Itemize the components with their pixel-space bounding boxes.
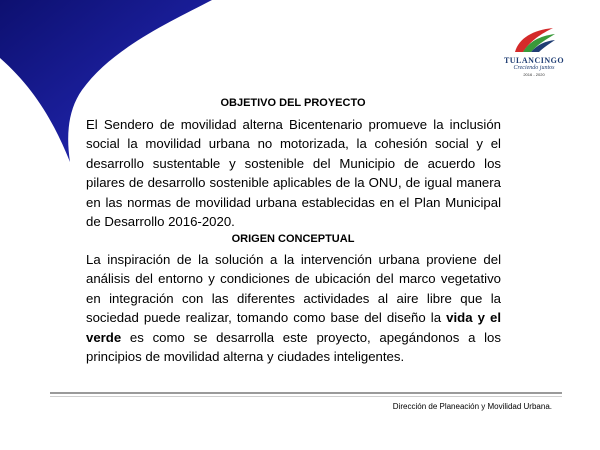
footer-divider-secondary [50, 396, 562, 397]
objective-paragraph: El Sendero de movilidad alterna Bicentenario promueve la inclusión social la movilidad urbana no motorizada, la cohesión social y el desarrollo sustentable y sostenible del Municipio de acuerdo los pilares de desarrollo sostenible aplicables de la ONU, de igual manera en las normas de movilidad urbana establecidas en el Plan Municipal de Desarrollo 2016-2020. [86, 117, 501, 230]
origin-text-end: es como se desarrolla este proyecto, apegándonos a los principios de movilidad alterna y ciudades inteligentes. [86, 329, 501, 365]
logo-name: TULANCINGO [503, 56, 565, 65]
objective-heading: OBJETIVO DEL PROYECTO [220, 97, 366, 109]
logo-years: 2016 - 2020 [523, 72, 545, 77]
logo-emblem-icon [509, 26, 559, 56]
origin-text-start: La inspiración de la solución a la intervención urbana proviene del análisis del entorno y condiciones de ubicación del marco vegetativo en integración con las diferentes actividades al aire libre que la sociedad puede realizar, tomando como base del diseño la [86, 252, 501, 326]
origin-paragraph [86, 250, 501, 366]
origin-text-emphasis: vida y el verde [86, 310, 501, 345]
footer-divider [50, 392, 562, 394]
logo-motto: Creciendo juntos [513, 65, 555, 71]
footer-text: Dirección de Planeación y Movilidad Urbana. [392, 402, 552, 411]
origin-heading: ORIGEN CONCEPTUAL [231, 233, 355, 245]
tulancingo-logo [500, 26, 568, 77]
